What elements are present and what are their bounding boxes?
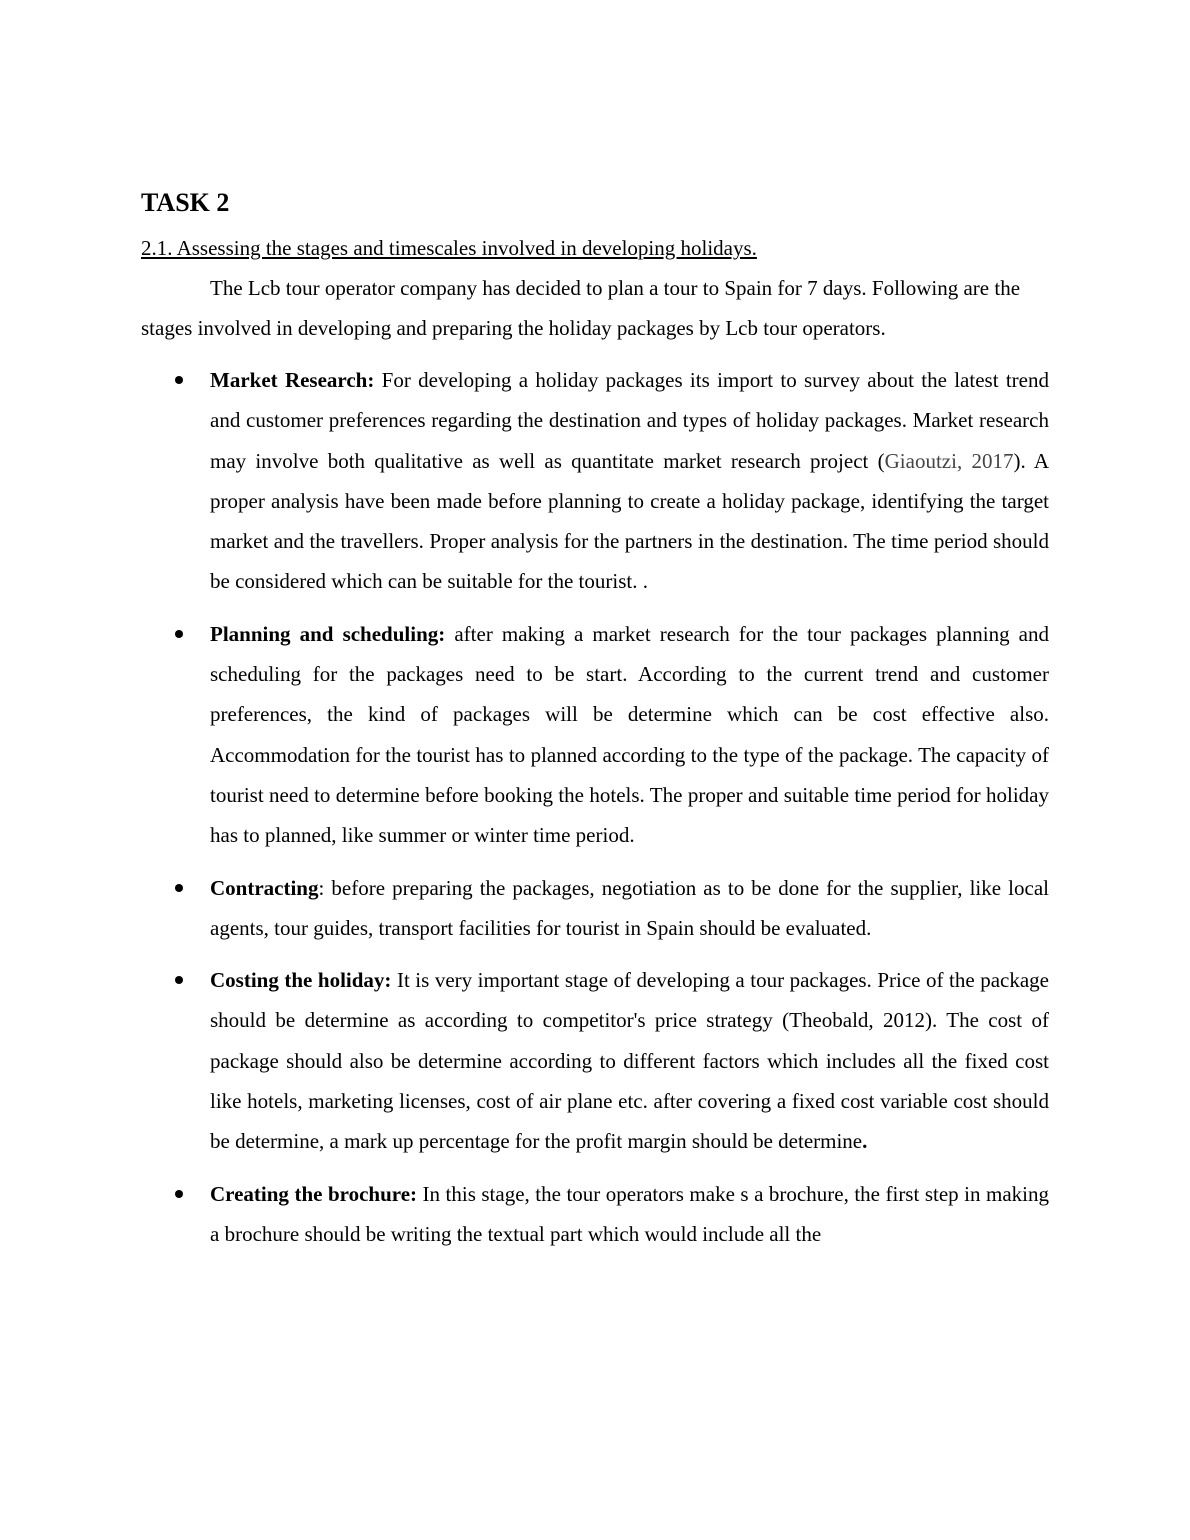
stage-text: It is very important stage of developing a tour packages. Price of the package should be determine as according to competitor's price strategy (Theobald, 2012). The cost of package should also be determine according to different factors which includes all the fixed cost like hotels, marketing licenses, cost of air plane etc. after covering a fixed cost variable cost should be determine, a mark up percentage for the profit margin should be determine: [210, 968, 1050, 1154]
bullet-icon: [175, 976, 183, 984]
stage-text: ). A proper analysis have been made before planning to create a holiday package, identifying the target market and the travellers. Proper analysis for the partners in the destination. The time period should be considered which can be suitable for the tourist. .: [210, 448, 1050, 594]
stage-text: after making a market research for the tour packages planning and scheduling for the packages need to be start. According to the current trend and customer preferences, the kind of packages will be determine which can be cost effective also. Accommodation for the tourist has to planned according to the type of the package. The capacity of tourist need to determine before booking the hotels. The proper and suitable time period for holiday has to planned, like summer or winter time period.: [210, 621, 1049, 848]
bullet-icon: [175, 630, 183, 638]
list-item: [141, 360, 1049, 602]
list-item: [141, 1174, 1049, 1255]
list-item: [141, 960, 1049, 1161]
stage-text: For developing a holiday packages its import to survey about the latest trend and customer preferences regarding the destination and types of holiday packages. Market research may involve both qualitative as well as quantitate market research project (: [210, 368, 1049, 473]
stage-text: : before preparing the packages, negotiation as to be done for the supplier, like local agents, tour guides, transport facilities for tourist in Spain should be evaluated.: [210, 875, 1049, 940]
stage-term: Costing the holiday:: [210, 968, 392, 993]
stages-list: [141, 360, 1049, 1266]
stage-term: Creating the brochure:: [210, 1181, 418, 1206]
stage-term: Planning and scheduling:: [210, 621, 446, 646]
stage-text: In this stage, the tour operators make s a brochure, the first step in making a brochure should be writing the textual part which would include all the: [210, 1181, 1049, 1246]
list-item: [141, 868, 1049, 949]
bullet-icon: [175, 1190, 183, 1198]
stage-term: Market Research:: [210, 368, 375, 392]
section-subheading: 2.1. Assessing the stages and timescales involved in developing holidays.: [141, 236, 757, 260]
list-item: [141, 614, 1049, 856]
intro-paragraph: The Lcb tour operator company has decided to plan a tour to Spain for 7 days. Following are the stages involved in developing and preparing the holiday packages by Lcb tour operators.: [141, 276, 1021, 341]
bullet-icon: [175, 884, 183, 892]
trailing-period: .: [862, 1129, 868, 1154]
bullet-icon: [175, 376, 183, 384]
task-heading: TASK 2: [141, 188, 230, 217]
citation: Giaoutzi, 2017: [884, 448, 1014, 473]
stage-term: Contracting: [210, 875, 319, 900]
